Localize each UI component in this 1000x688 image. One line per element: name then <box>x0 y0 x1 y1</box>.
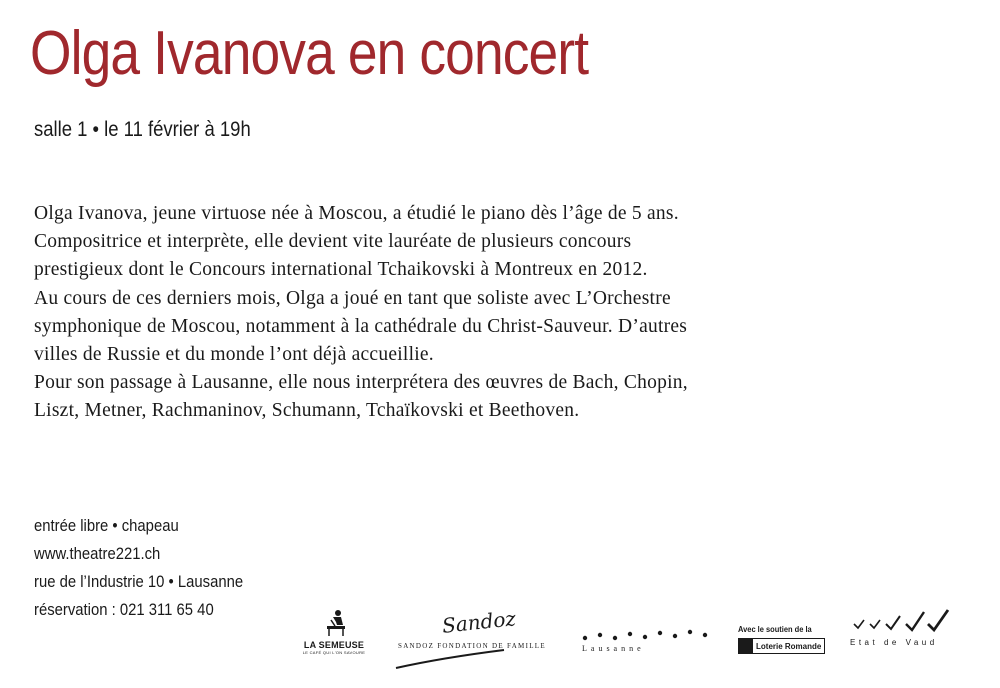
checkmarks-icon <box>850 608 950 634</box>
logo-la-semeuse <box>294 608 374 655</box>
description-line: prestigieux dont le Concours international Tchaikovski à Montreux en 2012. <box>34 259 648 281</box>
logo-label: Lausanne <box>582 644 645 653</box>
page-title: Olga Ivanova en concert <box>30 19 589 88</box>
description-line: Olga Ivanova, jeune virtuose née à Moscou, a étudié le piano dès l’âge de 5 ans. <box>34 203 679 224</box>
logo-etat-de-vaud <box>850 608 960 647</box>
logo-script-text: Sandoz <box>440 606 517 638</box>
logo-label: LA SEMEUSE <box>303 640 365 650</box>
reservation-phone: réservation : 021 311 65 40 <box>34 601 214 619</box>
logo-loterie-romande <box>738 624 838 658</box>
description-line: symphonique de Moscou, notamment à la cathédrale du Christ-Sauveur. D’autres <box>34 315 688 337</box>
logo-label: Etat de Vaud <box>850 638 938 647</box>
description-line: Au cours de ces derniers mois, Olga a joué en tant que soliste avec L’Orchestre <box>34 287 671 309</box>
description-line: Liszt, Metner, Rachmaninov, Schumann, Tchaïkovski et Beethoven. <box>34 400 580 422</box>
sponsor-logos <box>0 600 1000 680</box>
support-label: Avec le soutien de la <box>738 624 812 634</box>
loterie-mark-icon <box>739 639 753 653</box>
logo-tagline: LE CAFÉ QUI L'ON SAVOURE <box>302 650 366 655</box>
description <box>34 200 914 426</box>
description-line: Compositrice et interprète, elle devient vite lauréate de plusieurs concours <box>34 231 632 253</box>
dots-icon <box>580 626 720 642</box>
loterie-badge <box>738 638 825 654</box>
description-line: Pour son passage à Lausanne, elle nous interprétera des œuvres de Bach, Chopin, <box>34 372 688 394</box>
entry-info: entrée libre • chapeau <box>34 517 179 535</box>
address: rue de l’Industrie 10 • Lausanne <box>34 573 244 591</box>
event-details: salle 1 • le 11 février à 19h <box>34 118 251 141</box>
website-link[interactable]: www.theatre221.ch <box>34 545 161 563</box>
logo-label: Loterie Romande <box>756 641 822 651</box>
pianist-icon <box>319 608 349 638</box>
logo-label: SANDOZ FONDATION DE FAMILLE <box>398 642 546 650</box>
description-line: villes de Russie et du monde l’ont déjà accueillie. <box>34 344 434 366</box>
